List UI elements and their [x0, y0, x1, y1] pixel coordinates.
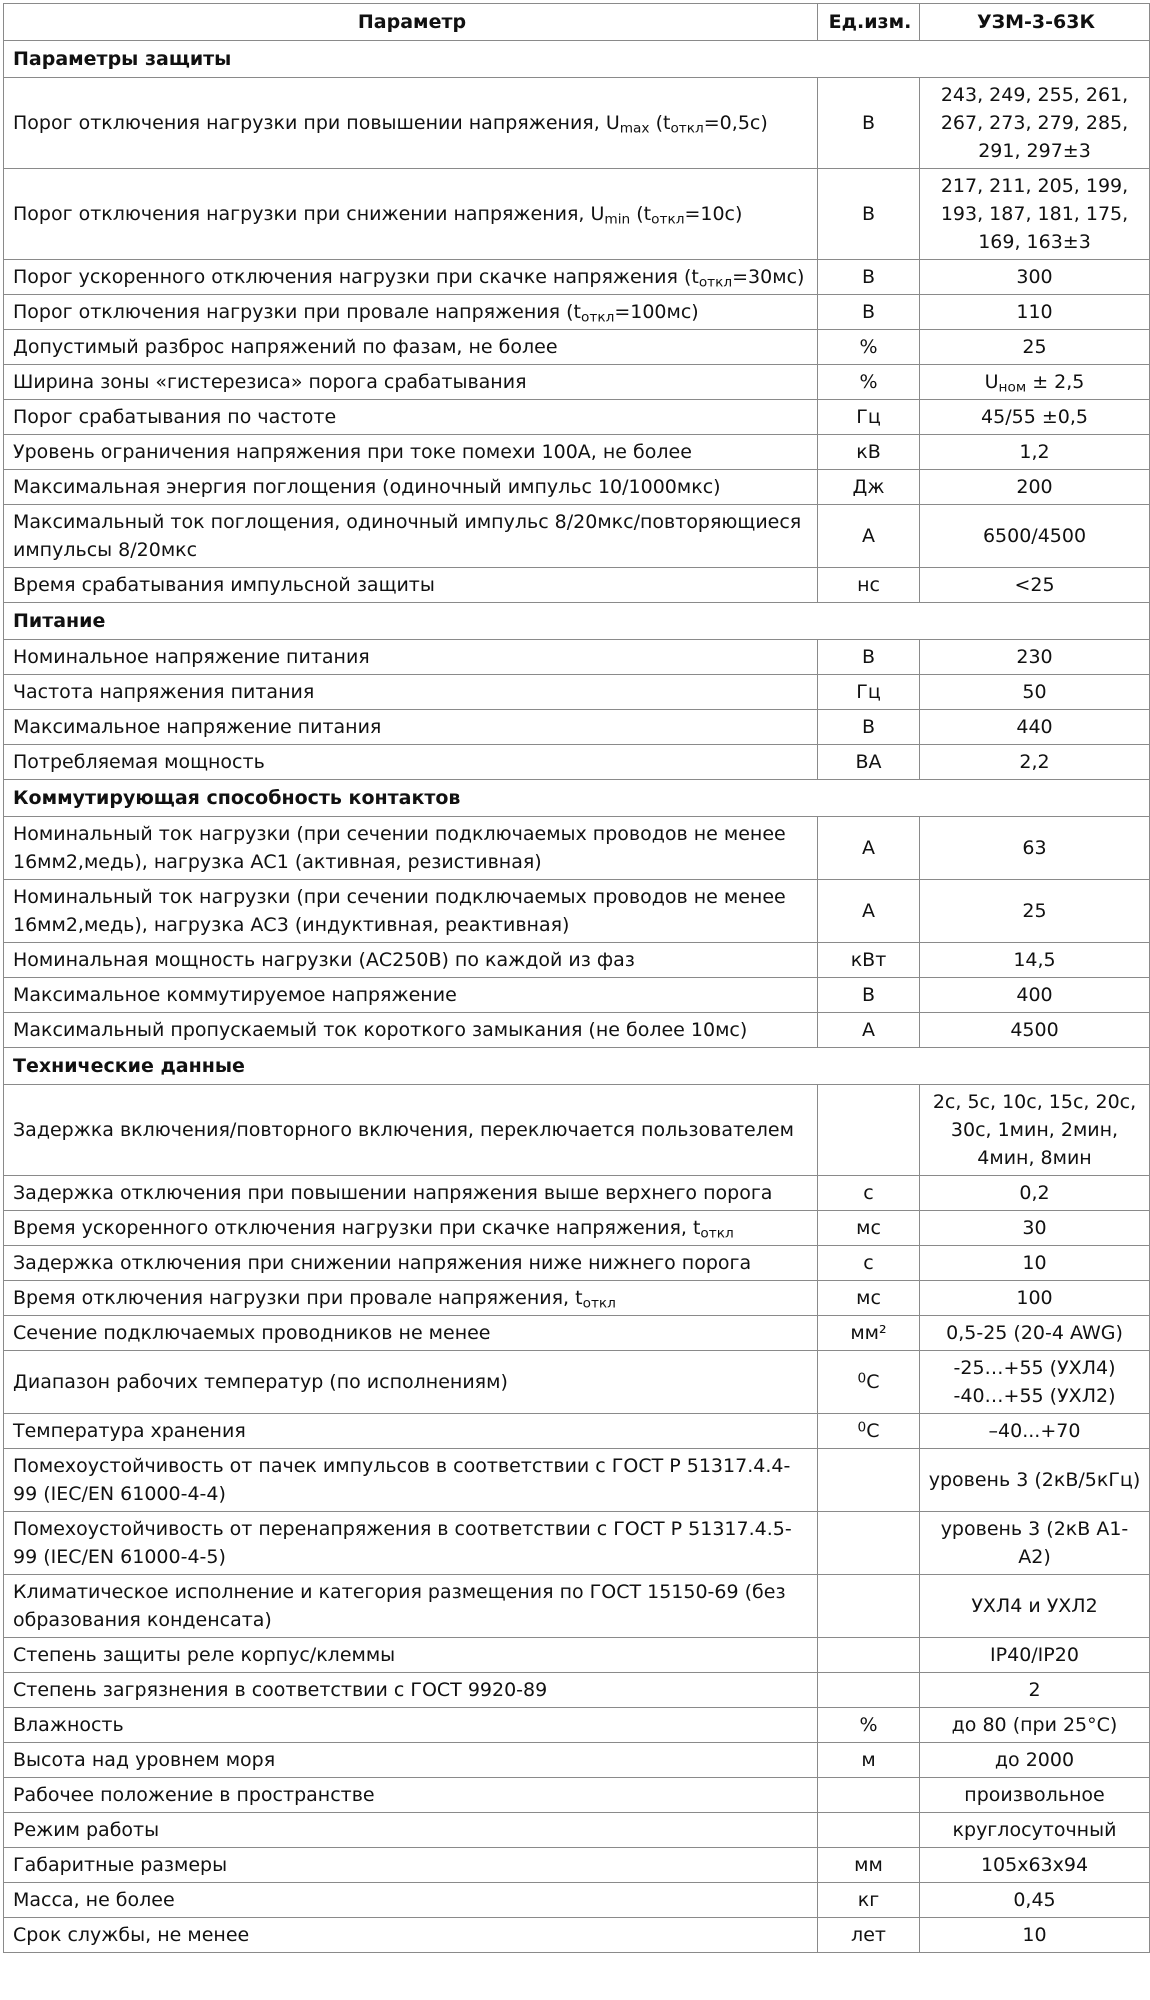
value-cell: круглосуточный [920, 1813, 1150, 1848]
value-cell: 10 [920, 1246, 1150, 1281]
param-cell: Порог ускоренного отключения нагрузки при скачке напряжения $(t_{откл}=30мс)$ [4, 260, 818, 295]
section-row [4, 41, 1150, 78]
table-row [4, 1673, 1150, 1708]
unit-cell: В [818, 169, 920, 260]
table-row [4, 295, 1150, 330]
table-row [4, 1883, 1150, 1918]
unit-cell [818, 1085, 920, 1176]
table-row [4, 1449, 1150, 1512]
table-row [4, 1848, 1150, 1883]
value-cell: уровень 3 (2кВ/5кГц) [920, 1449, 1150, 1512]
unit-cell: мм² [818, 1316, 920, 1351]
unit-cell: кВ [818, 435, 920, 470]
param-cell: Номинальное напряжение питания [4, 640, 818, 675]
param-cell: Сечение подключаемых проводников не менее [4, 1316, 818, 1351]
value-cell: 440 [920, 710, 1150, 745]
value-cell: 25 [920, 330, 1150, 365]
section-row [4, 1048, 1150, 1085]
unit-cell: А [818, 1013, 920, 1048]
unit-cell: % [818, 365, 920, 400]
table-row [4, 400, 1150, 435]
value-cell: 100 [920, 1281, 1150, 1316]
table-row [4, 1743, 1150, 1778]
table-row [4, 1638, 1150, 1673]
section-title: Параметры защиты [4, 41, 1150, 78]
value-cell: 110 [920, 295, 1150, 330]
value-cell: 6500/4500 [920, 505, 1150, 568]
unit-cell [818, 1673, 920, 1708]
unit-cell: % [818, 330, 920, 365]
unit-cell [818, 1638, 920, 1673]
unit-cell: Гц [818, 400, 920, 435]
param-cell: Габаритные размеры [4, 1848, 818, 1883]
table-row [4, 1351, 1150, 1414]
value-cell: -25…+55 (УХЛ4) -40…+55 (УХЛ2) [920, 1351, 1150, 1414]
value-cell: 50 [920, 675, 1150, 710]
param-cell: Максимальный ток поглощения, одиночный импульс 8/20мкс/повторяющиеся импульсы 8/20мкс [4, 505, 818, 568]
unit-cell [818, 1449, 920, 1512]
unit-cell: кг [818, 1883, 920, 1918]
param-cell: Время ускоренного отключения нагрузки при скачке напряжения, $t_{откл}$ [4, 1211, 818, 1246]
section-title: Коммутирующая способность контактов [4, 780, 1150, 817]
table-row [4, 470, 1150, 505]
value-cell: УХЛ4 и УХЛ2 [920, 1575, 1150, 1638]
unit-cell: кВт [818, 943, 920, 978]
table-row [4, 365, 1150, 400]
param-cell: Климатическое исполнение и категория размещения по ГОСТ 15150-69 (без образования конденсата) [4, 1575, 818, 1638]
unit-cell [818, 1813, 920, 1848]
unit-cell [818, 1575, 920, 1638]
value-cell: –40...+70 [920, 1414, 1150, 1449]
param-cell: Время отключения нагрузки при провале напряжения, $t_{откл}$ [4, 1281, 818, 1316]
value-cell: 230 [920, 640, 1150, 675]
unit-cell: В [818, 295, 920, 330]
unit-cell: В [818, 640, 920, 675]
param-cell: Порог отключения нагрузки при повышении напряжения, $U_{max}$ $(t_{откл}=0,5с)$ [4, 78, 818, 169]
table-row [4, 1176, 1150, 1211]
param-cell: Задержка включения/повторного включения, переключается пользователем [4, 1085, 818, 1176]
value-cell: 4500 [920, 1013, 1150, 1048]
table-row [4, 1281, 1150, 1316]
value-cell: 10 [920, 1918, 1150, 1953]
value-cell: 0,2 [920, 1176, 1150, 1211]
param-cell: Уровень ограничения напряжения при токе помехи 100А, не более [4, 435, 818, 470]
table-row [4, 260, 1150, 295]
table-row [4, 1414, 1150, 1449]
header-param: Параметр [4, 4, 818, 41]
value-cell: до 2000 [920, 1743, 1150, 1778]
value-cell: 2,2 [920, 745, 1150, 780]
value-cell: 217, 211, 205, 199, 193, 187, 181, 175, 169, 163±3 [920, 169, 1150, 260]
param-cell: Частота напряжения питания [4, 675, 818, 710]
header-row [4, 4, 1150, 41]
section-row [4, 603, 1150, 640]
unit-cell: Дж [818, 470, 920, 505]
param-cell: Влажность [4, 1708, 818, 1743]
table-row [4, 568, 1150, 603]
unit-cell: мс [818, 1281, 920, 1316]
param-cell: Задержка отключения при снижении напряжения ниже нижнего порога [4, 1246, 818, 1281]
table-row [4, 330, 1150, 365]
param-cell: Максимальное коммутируемое напряжение [4, 978, 818, 1013]
unit-cell: В [818, 710, 920, 745]
unit-cell [818, 1778, 920, 1813]
param-cell: Температура хранения [4, 1414, 818, 1449]
table-row [4, 978, 1150, 1013]
unit-cell: Гц [818, 675, 920, 710]
table-row [4, 1013, 1150, 1048]
table-row [4, 943, 1150, 978]
param-cell: Режим работы [4, 1813, 818, 1848]
section-row [4, 780, 1150, 817]
table-row [4, 1813, 1150, 1848]
section-title: Технические данные [4, 1048, 1150, 1085]
value-cell: $U_{ном} \pm 2,5$ [920, 365, 1150, 400]
param-cell: Порог отключения нагрузки при снижении напряжения, $U_{min}$ $(t_{откл}=10с)$ [4, 169, 818, 260]
table-row [4, 880, 1150, 943]
param-cell: Номинальный ток нагрузки (при сечении подключаемых проводов не менее 16мм2,медь), нагрузка АС3 (индуктивная, реактивная) [4, 880, 818, 943]
param-cell: Степень защиты реле корпус/клеммы [4, 1638, 818, 1673]
param-cell: Максимальная энергия поглощения (одиночный импульс 10/1000мкс) [4, 470, 818, 505]
unit-cell: с [818, 1246, 920, 1281]
param-cell: Степень загрязнения в соответствии с ГОСТ 9920-89 [4, 1673, 818, 1708]
value-cell: 2 [920, 1673, 1150, 1708]
value-cell: 1,2 [920, 435, 1150, 470]
unit-cell [818, 1512, 920, 1575]
value-cell: 300 [920, 260, 1150, 295]
param-cell: Помехоустойчивость от перенапряжения в соответствии с ГОСТ Р 51317.4.5-99 (IEC/EN 61000-4-5) [4, 1512, 818, 1575]
value-cell: уровень 3 (2кВ А1-А2) [920, 1512, 1150, 1575]
value-cell: 25 [920, 880, 1150, 943]
table-row [4, 1575, 1150, 1638]
param-cell: Максимальный пропускаемый ток короткого замыкания (не более 10мс) [4, 1013, 818, 1048]
param-cell: Срок службы, не менее [4, 1918, 818, 1953]
spec-table [3, 3, 1150, 1953]
unit-cell: А [818, 505, 920, 568]
param-cell: Максимальное напряжение питания [4, 710, 818, 745]
param-cell: Диапазон рабочих температур (по исполнениям) [4, 1351, 818, 1414]
table-row [4, 1211, 1150, 1246]
unit-cell: нс [818, 568, 920, 603]
param-cell: Масса, не более [4, 1883, 818, 1918]
table-row [4, 1316, 1150, 1351]
param-cell: Ширина зоны «гистерезиса» порога срабатывания [4, 365, 818, 400]
param-cell: Порог отключения нагрузки при провале напряжения $(t_{откл}=100мс)$ [4, 295, 818, 330]
value-cell: 2с, 5с, 10с, 15с, 20с, 30с, 1мин, 2мин, 4мин, 8мин [920, 1085, 1150, 1176]
unit-cell: $^0$С [818, 1351, 920, 1414]
param-cell: Номинальная мощность нагрузки (АС250В) по каждой из фаз [4, 943, 818, 978]
table-row [4, 675, 1150, 710]
table-row [4, 1708, 1150, 1743]
value-cell: 243, 249, 255, 261, 267, 273, 279, 285, 291, 297±3 [920, 78, 1150, 169]
table-row [4, 435, 1150, 470]
table-row [4, 1512, 1150, 1575]
table-row [4, 78, 1150, 169]
unit-cell: А [818, 817, 920, 880]
value-cell: 14,5 [920, 943, 1150, 978]
unit-cell: В [818, 978, 920, 1013]
table-row [4, 640, 1150, 675]
param-cell: Номинальный ток нагрузки (при сечении подключаемых проводов не менее 16мм2,медь), нагрузка АС1 (активная, резистивная) [4, 817, 818, 880]
param-cell: Порог срабатывания по частоте [4, 400, 818, 435]
param-cell: Потребляемая мощность [4, 745, 818, 780]
table-row [4, 817, 1150, 880]
param-cell: Помехоустойчивость от пачек импульсов в соответствии с ГОСТ Р 51317.4.4-99 (IEC/EN 61000-4-4) [4, 1449, 818, 1512]
value-cell: 105x63x94 [920, 1848, 1150, 1883]
value-cell: <25 [920, 568, 1150, 603]
header-unit: Ед.изм. [818, 4, 920, 41]
table-row [4, 1778, 1150, 1813]
unit-cell: лет [818, 1918, 920, 1953]
header-model: УЗМ-3-63К [920, 4, 1150, 41]
value-cell: 45/55 ±0,5 [920, 400, 1150, 435]
table-row [4, 169, 1150, 260]
table-row [4, 1246, 1150, 1281]
value-cell: 63 [920, 817, 1150, 880]
unit-cell: % [818, 1708, 920, 1743]
unit-cell: м [818, 1743, 920, 1778]
value-cell: 400 [920, 978, 1150, 1013]
param-cell: Рабочее положение в пространстве [4, 1778, 818, 1813]
unit-cell: $^0$С [818, 1414, 920, 1449]
unit-cell: А [818, 880, 920, 943]
table-row [4, 505, 1150, 568]
value-cell: 30 [920, 1211, 1150, 1246]
value-cell: 200 [920, 470, 1150, 505]
value-cell: IP40/IP20 [920, 1638, 1150, 1673]
table-row [4, 745, 1150, 780]
param-cell: Высота над уровнем моря [4, 1743, 818, 1778]
table-row [4, 1918, 1150, 1953]
unit-cell: с [818, 1176, 920, 1211]
unit-cell: В [818, 78, 920, 169]
unit-cell: ВА [818, 745, 920, 780]
param-cell: Задержка отключения при повышении напряжения выше верхнего порога [4, 1176, 818, 1211]
value-cell: 0,5-25 (20-4 AWG) [920, 1316, 1150, 1351]
value-cell: до 80 (при 25°С) [920, 1708, 1150, 1743]
param-cell: Время срабатывания импульсной защиты [4, 568, 818, 603]
table-row [4, 710, 1150, 745]
unit-cell: мм [818, 1848, 920, 1883]
param-cell: Допустимый разброс напряжений по фазам, не более [4, 330, 818, 365]
value-cell: произвольное [920, 1778, 1150, 1813]
unit-cell: В [818, 260, 920, 295]
value-cell: 0,45 [920, 1883, 1150, 1918]
section-title: Питание [4, 603, 1150, 640]
table-row [4, 1085, 1150, 1176]
unit-cell: мс [818, 1211, 920, 1246]
